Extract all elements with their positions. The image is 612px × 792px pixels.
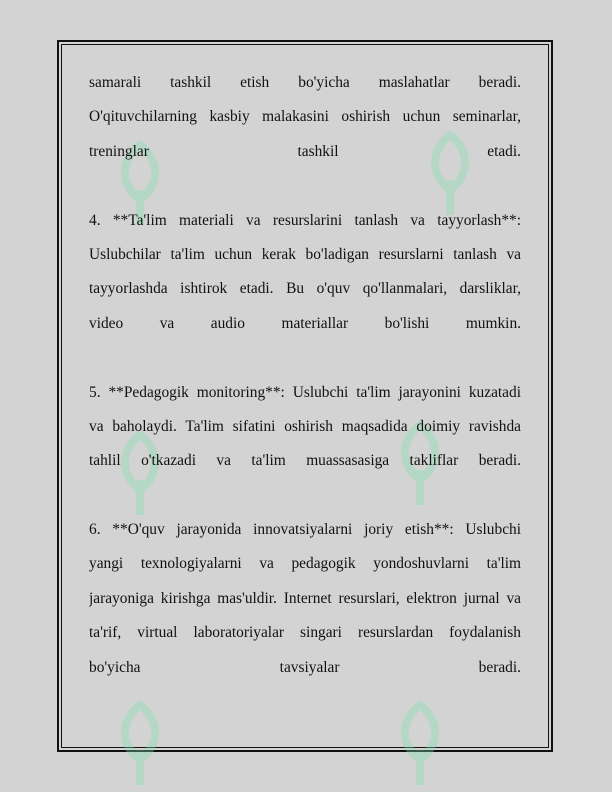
text-line: jarayoniga kirishga mas'uldir. Internet resurslari, elektron jurnal va	[89, 589, 521, 607]
text-line: samarali tashkil etish bo'yicha maslahatlar beradi.	[89, 74, 521, 91]
document-body	[89, 66, 521, 685]
paragraph-gap	[89, 169, 521, 203]
text-line: 5. **Pedagogik monitoring**: Uslubchi ta'lim jarayonini kuzatadi	[89, 383, 521, 401]
text-line: bo'yicha tavsiyalar beradi.	[89, 658, 521, 676]
text-line: va baholaydi. Ta'lim sifatini oshirish maqsadida doimiy ravishda	[89, 417, 521, 435]
paragraph-gap	[89, 341, 521, 375]
text-line: treninglar tashkil etadi.	[89, 142, 521, 160]
text-line: video va audio materiallar bo'lishi mumkin.	[89, 314, 521, 332]
paragraph	[89, 204, 521, 342]
paragraph	[89, 376, 521, 479]
text-line: Uslubchilar ta'lim uchun kerak bo'ladigan resurslarni tanlash va	[89, 245, 521, 263]
text-line: 6. **O'quv jarayonida innovatsiyalarni joriy etish**: Uslubchi	[89, 521, 521, 539]
text-line: ta'rif, virtual laboratoriyalar singari resurslardan foydalanish	[89, 624, 521, 642]
paragraph	[89, 66, 521, 169]
paragraph	[89, 513, 521, 685]
text-line: yangi texnologiyalarni va pedagogik yondoshuvlarni ta'lim	[89, 555, 521, 573]
paragraph-gap	[89, 479, 521, 513]
text-line: 4. **Ta'lim materiali va resurslarini tanlash va tayyorlash**:	[89, 211, 521, 229]
text-line: O'qituvchilarning kasbiy malakasini oshirish uchun seminarlar,	[89, 108, 521, 126]
text-line: tayyorlashda ishtirok etadi. Bu o'quv qo'llanmalari, darsliklar,	[89, 280, 521, 298]
text-line: tahlil o'tkazadi va ta'lim muassasasiga takliflar beradi.	[89, 452, 521, 470]
